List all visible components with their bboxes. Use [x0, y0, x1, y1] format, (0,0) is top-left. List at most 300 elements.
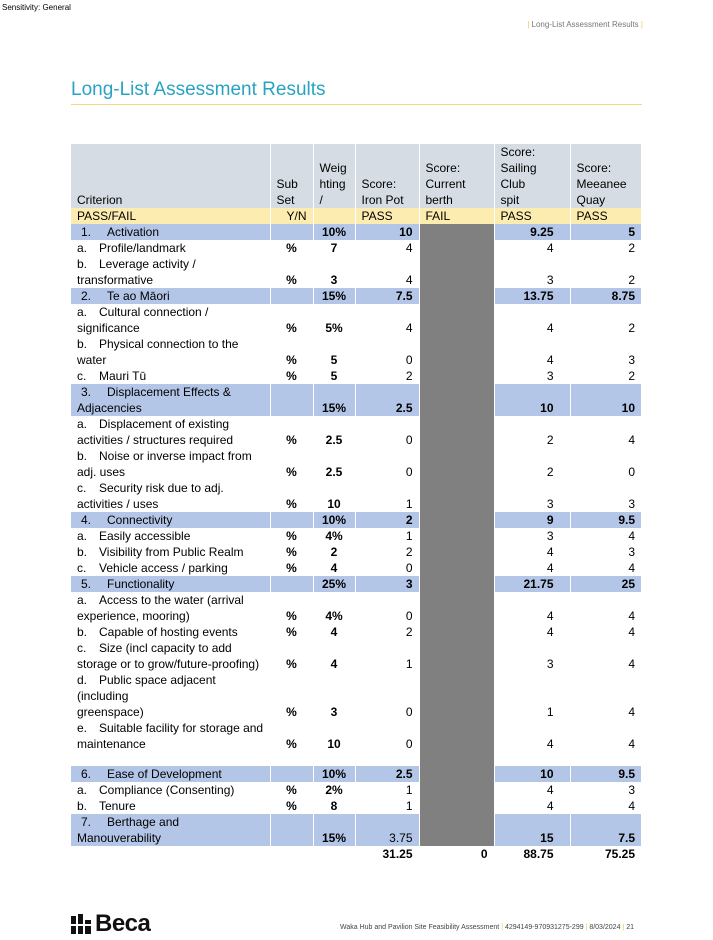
criterion-cell	[71, 640, 270, 672]
score-iron-pot: 0	[355, 592, 419, 624]
criterion-row	[71, 240, 641, 256]
criterion-text: significance	[77, 321, 140, 335]
criterion-text: Suitable facility for storage and	[99, 721, 264, 735]
totals-empty	[313, 846, 355, 862]
score-iron-pot: 1	[355, 798, 419, 814]
header-weighting: Weig hting /	[313, 144, 355, 208]
criterion-cell	[71, 480, 270, 512]
score-current-berth	[419, 766, 494, 782]
passfail-current-berth: FAIL	[419, 208, 494, 224]
subset-cell: %	[270, 528, 313, 544]
score-iron-pot: 0	[355, 672, 419, 720]
spacer-row	[71, 752, 641, 766]
passfail-meeanee: PASS	[570, 208, 641, 224]
category-row	[71, 384, 641, 416]
weighting-cell: 4	[313, 560, 355, 576]
score-current-berth	[419, 560, 494, 576]
category-row	[71, 288, 641, 304]
subset-cell: %	[270, 560, 313, 576]
page-title: Long-List Assessment Results	[71, 79, 326, 100]
weighting-cell: 10%	[313, 766, 355, 782]
beca-logo-text: Beca	[95, 910, 151, 937]
score-current-berth	[419, 224, 494, 240]
assessment-table	[71, 144, 641, 862]
criterion-text: Compliance (Consenting)	[99, 783, 235, 797]
subset-cell: %	[270, 416, 313, 448]
score-iron-pot: 0	[355, 720, 419, 752]
score-iron-pot: 1	[355, 640, 419, 672]
subset-cell: %	[270, 240, 313, 256]
criterion-row	[71, 528, 641, 544]
criterion-text: Ease of Development	[107, 767, 222, 781]
weighting-cell: 2.5	[313, 416, 355, 448]
score-iron-pot: 4	[355, 304, 419, 336]
score-sailing-club: 3	[494, 480, 570, 512]
spacer-cell	[419, 752, 494, 766]
weighting-cell: 10%	[313, 512, 355, 528]
passfail-row	[71, 208, 641, 224]
weighting-cell: 4	[313, 640, 355, 672]
spacer-cell	[355, 752, 419, 766]
criterion-cell	[71, 336, 270, 368]
score-current-berth	[419, 448, 494, 480]
criterion-row	[71, 544, 641, 560]
score-current-berth	[419, 288, 494, 304]
category-row	[71, 766, 641, 782]
criterion-text: Mauri Tū	[99, 369, 147, 383]
subset-cell	[270, 512, 313, 528]
criterion-cell	[71, 240, 270, 256]
criterion-row	[71, 640, 641, 672]
passfail-weight-empty	[313, 208, 355, 224]
subset-cell: %	[270, 256, 313, 288]
spacer-cell	[313, 752, 355, 766]
criterion-text: Adjacencies	[77, 401, 142, 415]
score-meeanee: 4	[628, 737, 635, 751]
score-meeanee: 3	[628, 783, 635, 797]
criterion-number: e.	[77, 721, 88, 735]
weighting-cell: 25%	[313, 576, 355, 592]
running-header: | Long-List Assessment Results |	[527, 20, 643, 29]
subset-cell: %	[270, 592, 313, 624]
score-iron-pot: 10	[355, 224, 419, 240]
criterion-cell	[71, 288, 270, 304]
criterion-text: Te ao Māori	[107, 289, 170, 303]
criterion-text: Physical connection to the	[99, 337, 239, 351]
score-iron-pot: 2.5	[355, 384, 419, 416]
criterion-number: 5.	[81, 577, 92, 591]
criterion-cell	[71, 798, 270, 814]
criterion-text: Activation	[107, 225, 160, 239]
criterion-cell	[71, 624, 270, 640]
score-sailing-club: 4	[494, 624, 570, 640]
subset-cell: %	[270, 480, 313, 512]
score-iron-pot: 2	[355, 544, 419, 560]
page-footer: Waka Hub and Pavilion Site Feasibility Assessment | 4294149-970931275-299 | 8/03/2024 | 21	[339, 924, 634, 931]
criterion-number: a.	[77, 241, 88, 255]
score-sailing-club: 10	[494, 766, 570, 782]
criterion-cell	[71, 766, 270, 782]
score-meeanee: 8.75	[570, 288, 641, 304]
score-current-berth	[419, 384, 494, 416]
criterion-number: a.	[77, 593, 88, 607]
totals-empty	[71, 846, 270, 862]
criterion-text: Displacement of existing	[99, 417, 230, 431]
score-sailing-club: 4	[494, 304, 570, 336]
criterion-text: Tenure	[99, 799, 136, 813]
score-iron-pot: 0	[355, 336, 419, 368]
score-current-berth	[419, 416, 494, 448]
score-current-berth	[419, 640, 494, 672]
score-iron-pot: 0	[355, 448, 419, 480]
passfail-iron-pot: PASS	[355, 208, 419, 224]
score-current-berth	[419, 576, 494, 592]
weighting-cell: 2%	[313, 782, 355, 798]
score-meeanee: 4	[628, 561, 635, 575]
score-meeanee: 7.5	[570, 814, 641, 846]
score-meeanee: 9.5	[570, 766, 641, 782]
criterion-cell	[71, 592, 270, 624]
criterion-text: storage or to grow/future-proofing)	[77, 657, 260, 671]
criterion-text: Security risk due to adj.	[99, 481, 224, 495]
criterion-number: c.	[77, 481, 87, 495]
criterion-row	[71, 448, 641, 480]
criterion-cell	[71, 416, 270, 448]
score-sailing-club: 3	[494, 256, 570, 288]
score-current-berth	[419, 672, 494, 720]
criterion-text: Berthage and Manouverability	[77, 815, 180, 845]
score-iron-pot: 2	[355, 512, 419, 528]
criterion-number: b.	[77, 799, 88, 813]
weighting-cell: 4%	[313, 592, 355, 624]
criterion-text: Capable of hosting events	[99, 625, 238, 639]
score-meeanee: 3	[628, 353, 635, 367]
criterion-row	[71, 560, 641, 576]
score-sailing-club: 4	[494, 782, 570, 798]
subset-cell: %	[270, 368, 313, 384]
criterion-row	[71, 720, 641, 752]
criterion-text: experience, mooring)	[77, 609, 190, 623]
criterion-text: activities / uses	[77, 497, 159, 511]
score-sailing-club: 2	[494, 416, 570, 448]
score-current-berth	[419, 798, 494, 814]
passfail-sailing-club: PASS	[494, 208, 570, 224]
score-sailing-club: 15	[494, 814, 570, 846]
weighting-cell: 10	[313, 720, 355, 752]
criterion-text: Noise or inverse impact from	[99, 449, 252, 463]
criterion-cell	[71, 528, 270, 544]
weighting-cell: 4	[313, 624, 355, 640]
spacer-cell	[494, 752, 570, 766]
weighting-cell: 10%	[313, 224, 355, 240]
weighting-cell: 2.5	[313, 448, 355, 480]
subset-cell	[270, 288, 313, 304]
category-row	[71, 576, 641, 592]
criterion-text: transformative	[77, 273, 154, 287]
header-subset: Sub Set	[270, 144, 313, 208]
header-criterion: Criterion	[71, 144, 270, 208]
criterion-text: Size (incl capacity to add	[99, 641, 232, 655]
score-iron-pot: 7.5	[355, 288, 419, 304]
beca-logo-icon	[71, 914, 91, 934]
total-meeanee: 75.25	[604, 847, 635, 861]
beca-logo	[71, 910, 151, 937]
score-sailing-club: 4	[494, 560, 570, 576]
criterion-number: c.	[77, 561, 87, 575]
score-meeanee: 4	[628, 625, 635, 639]
criterion-row	[71, 336, 641, 368]
criterion-number: 1.	[81, 225, 92, 239]
criterion-row	[71, 592, 641, 624]
weighting-cell: 3	[313, 672, 355, 720]
subset-cell: %	[270, 544, 313, 560]
subset-cell	[270, 814, 313, 846]
score-sailing-club: 4	[494, 798, 570, 814]
score-iron-pot: 3.75	[355, 814, 419, 846]
weighting-cell: 7	[313, 240, 355, 256]
criterion-cell	[71, 512, 270, 528]
score-current-berth	[419, 624, 494, 640]
criterion-cell	[71, 672, 270, 720]
score-sailing-club: 13.75	[494, 288, 570, 304]
score-meeanee: 4	[628, 799, 635, 813]
criterion-row	[71, 672, 641, 720]
subset-cell: %	[270, 782, 313, 798]
criterion-number: a.	[77, 783, 88, 797]
weighting-cell: 5	[313, 368, 355, 384]
criterion-number: 6.	[81, 767, 92, 781]
score-current-berth	[419, 782, 494, 798]
criterion-text: Visibility from Public Realm	[99, 545, 244, 559]
criterion-number: d.	[77, 673, 88, 687]
score-sailing-club: 4	[494, 720, 570, 752]
criterion-cell	[71, 256, 270, 288]
criterion-number: a.	[77, 417, 88, 431]
criterion-cell	[71, 560, 270, 576]
criterion-number: b.	[77, 449, 88, 463]
score-sailing-club: 9.25	[494, 224, 570, 240]
criterion-text: Vehicle access / parking	[99, 561, 228, 575]
score-sailing-club: 21.75	[494, 576, 570, 592]
subset-cell	[270, 384, 313, 416]
criterion-cell	[71, 720, 270, 752]
score-meeanee: 3	[628, 497, 635, 511]
criterion-text: Leverage activity /	[99, 257, 196, 271]
score-meeanee: 2	[628, 273, 635, 287]
subset-cell	[270, 224, 313, 240]
score-meeanee: 4	[628, 433, 635, 447]
subset-cell: %	[270, 720, 313, 752]
score-current-berth	[419, 512, 494, 528]
criterion-number: c.	[77, 641, 87, 655]
score-meeanee: 0	[628, 465, 635, 479]
score-sailing-club: 3	[494, 528, 570, 544]
weighting-cell: 8	[313, 798, 355, 814]
score-sailing-club: 3	[494, 368, 570, 384]
score-current-berth	[419, 480, 494, 512]
score-sailing-club: 4	[494, 336, 570, 368]
header-current-berth: Score: Current berth	[419, 144, 494, 208]
score-iron-pot: 0	[355, 416, 419, 448]
criterion-cell	[71, 814, 270, 846]
criterion-text: Public space adjacent (including	[77, 673, 216, 703]
score-iron-pot: 1	[355, 782, 419, 798]
footer-page-number: 21	[626, 924, 634, 931]
total-sailing-club: 88.75	[494, 846, 570, 862]
weighting-cell: 15%	[313, 384, 355, 416]
weighting-cell: 15%	[313, 288, 355, 304]
header-row	[71, 144, 641, 208]
score-iron-pot: 0	[355, 560, 419, 576]
criterion-text: greenspace)	[77, 705, 144, 719]
passfail-yn: Y/N	[270, 208, 313, 224]
subset-cell: %	[270, 672, 313, 720]
criterion-cell	[71, 384, 270, 416]
criterion-row	[71, 782, 641, 798]
score-sailing-club: 4	[494, 544, 570, 560]
score-meeanee: 9.5	[570, 512, 641, 528]
header-meeanee: Score: Meeanee Quay	[570, 144, 641, 208]
header-sailing-club: Score: Sailing Club spit	[494, 144, 570, 208]
criterion-row	[71, 798, 641, 814]
criterion-number: 7.	[81, 815, 92, 829]
score-current-berth	[419, 256, 494, 288]
criterion-number: 2.	[81, 289, 92, 303]
score-meeanee: 2	[628, 369, 635, 383]
score-iron-pot: 1	[355, 528, 419, 544]
criterion-row	[71, 368, 641, 384]
criterion-row	[71, 416, 641, 448]
category-row	[71, 512, 641, 528]
score-meeanee: 10	[570, 384, 641, 416]
score-sailing-club: 4	[494, 240, 570, 256]
score-iron-pot: 2	[355, 624, 419, 640]
criterion-row	[71, 256, 641, 288]
criterion-cell	[71, 576, 270, 592]
subset-cell: %	[270, 798, 313, 814]
score-iron-pot: 2.5	[355, 766, 419, 782]
criterion-number: b.	[77, 545, 88, 559]
subset-cell: %	[270, 624, 313, 640]
score-current-berth	[419, 720, 494, 752]
subset-cell	[270, 766, 313, 782]
score-sailing-club: 3	[494, 640, 570, 672]
criterion-text: Easily accessible	[99, 529, 191, 543]
weighting-cell: 15%	[313, 814, 355, 846]
score-meeanee: 4	[628, 529, 635, 543]
score-meeanee: 2	[628, 241, 635, 255]
criterion-row	[71, 480, 641, 512]
sensitivity-label: Sensitivity: General	[2, 3, 71, 12]
score-meeanee: 4	[628, 657, 635, 671]
criterion-row	[71, 304, 641, 336]
criterion-number: b.	[77, 257, 88, 271]
score-iron-pot: 1	[355, 480, 419, 512]
subset-cell	[270, 576, 313, 592]
subset-cell: %	[270, 448, 313, 480]
spacer-cell	[71, 752, 270, 766]
header-iron-pot: Score: Iron Pot	[355, 144, 419, 208]
totals-row	[71, 846, 641, 862]
criterion-number: c.	[77, 369, 87, 383]
score-meeanee: 4	[628, 609, 635, 623]
category-row	[71, 224, 641, 240]
score-iron-pot: 4	[355, 256, 419, 288]
score-current-berth	[419, 336, 494, 368]
title-rule	[71, 104, 642, 105]
category-row	[71, 814, 641, 846]
weighting-cell: 4%	[313, 528, 355, 544]
criterion-cell	[71, 224, 270, 240]
score-iron-pot: 4	[355, 240, 419, 256]
weighting-cell: 10	[313, 480, 355, 512]
subset-cell: %	[270, 304, 313, 336]
score-sailing-club: 9	[494, 512, 570, 528]
score-current-berth	[419, 592, 494, 624]
criterion-text: Access to the water (arrival	[99, 593, 244, 607]
footer-title: Waka Hub and Pavilion Site Feasibility Assessment	[339, 924, 500, 931]
score-current-berth	[419, 240, 494, 256]
total-iron-pot: 31.25	[355, 846, 419, 862]
criterion-text: activities / structures required	[77, 433, 234, 447]
footer-date: 8/03/2024	[589, 924, 621, 931]
weighting-cell: 2	[313, 544, 355, 560]
criterion-cell	[71, 368, 270, 384]
score-iron-pot: 3	[355, 576, 419, 592]
spacer-cell	[570, 752, 641, 766]
criterion-text: adj. uses	[77, 465, 126, 479]
criterion-number: 3.	[81, 385, 92, 399]
criterion-text: Displacement Effects &	[107, 385, 231, 399]
criterion-text: water	[77, 353, 107, 367]
criterion-number: b.	[77, 625, 88, 639]
criterion-text: maintenance	[77, 737, 146, 751]
score-current-berth	[419, 814, 494, 846]
score-iron-pot: 2	[355, 368, 419, 384]
score-meeanee: 4	[628, 705, 635, 719]
score-sailing-club: 1	[494, 672, 570, 720]
score-meeanee: 3	[628, 545, 635, 559]
totals-empty	[270, 846, 313, 862]
score-meeanee: 5	[570, 224, 641, 240]
subset-cell: %	[270, 336, 313, 368]
criterion-number: 4.	[81, 513, 92, 527]
score-current-berth	[419, 544, 494, 560]
score-meeanee: 2	[628, 321, 635, 335]
criterion-number: b.	[77, 337, 88, 351]
subset-cell: %	[270, 640, 313, 672]
criterion-cell	[71, 782, 270, 798]
total-current-berth: 0	[419, 846, 494, 862]
criterion-number: a.	[77, 529, 88, 543]
weighting-cell: 5%	[313, 304, 355, 336]
running-header-text: Long-List Assessment Results	[531, 20, 639, 29]
criterion-cell	[71, 448, 270, 480]
criterion-text: Functionality	[107, 577, 175, 591]
score-current-berth	[419, 368, 494, 384]
score-sailing-club: 4	[494, 592, 570, 624]
criterion-text: Profile/landmark	[99, 241, 186, 255]
weighting-cell: 5	[313, 336, 355, 368]
score-sailing-club: 10	[494, 384, 570, 416]
spacer-cell	[270, 752, 313, 766]
footer-ref: 4294149-970931275-299	[504, 924, 584, 931]
score-meeanee: 25	[570, 576, 641, 592]
passfail-label: PASS/FAIL	[71, 208, 270, 224]
criterion-cell	[71, 304, 270, 336]
weighting-cell: 3	[313, 256, 355, 288]
criterion-text: Cultural connection /	[99, 305, 209, 319]
